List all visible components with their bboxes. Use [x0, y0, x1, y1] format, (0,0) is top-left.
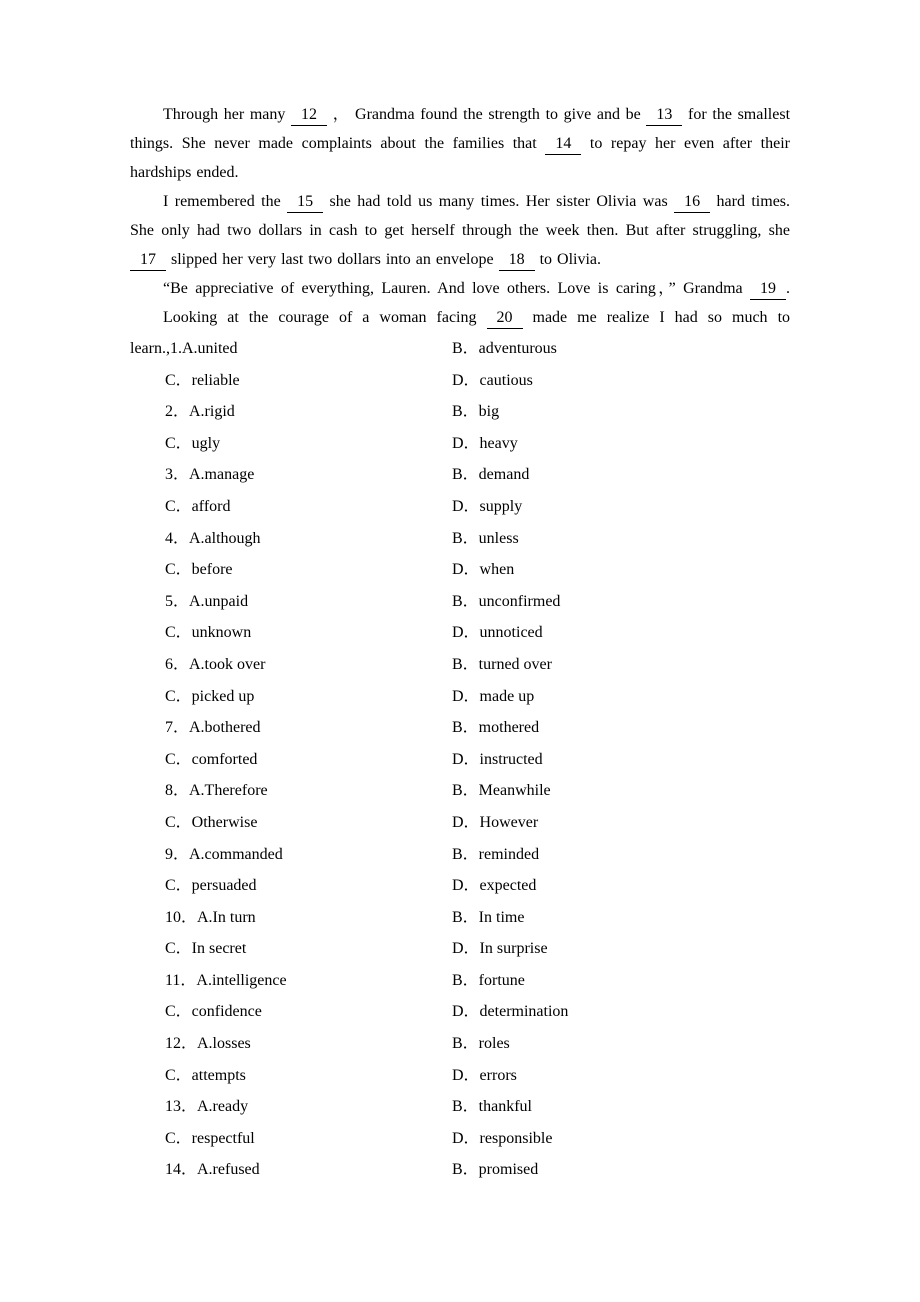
- option-right: D．instructed: [452, 750, 543, 768]
- option-row: [130, 902, 790, 934]
- option-right: D．In surprise: [452, 940, 548, 958]
- cloze-blank-18: 18: [499, 249, 535, 271]
- option-left: 7．A.bothered: [165, 719, 261, 737]
- cloze-blank-17: 17: [130, 249, 166, 271]
- option-left: C．afford: [165, 497, 231, 515]
- passage-paragraph: I remembered the 15 she had told us many times. Her sister Olivia was 16 hard times. She only had two dollars in cash to get herself through the week then. But after struggling, she 17 slipped her very last two dollars into an envelope 18 to Olivia.: [130, 187, 790, 274]
- option-left: C．respectful: [165, 1129, 255, 1147]
- option-right: B．mothered: [452, 719, 540, 737]
- option-right: D．cautious: [452, 371, 533, 389]
- option-left: 14．A.refused: [165, 1161, 260, 1179]
- passage-paragraph: “Be appreciative of everything, Lauren. And love others. Love is caring，” Grandma 19 .: [130, 274, 790, 303]
- option-row: [130, 586, 790, 618]
- option-left: 2．A.rigid: [165, 403, 235, 421]
- option-left: 13．A.ready: [165, 1098, 249, 1116]
- option-left: 10．A.In turn: [165, 908, 256, 926]
- option-left: 6．A.took over: [165, 655, 266, 673]
- option-right: D．supply: [452, 497, 523, 515]
- option-left: 3．A.manage: [165, 466, 255, 484]
- cloze-blank-13: 13: [646, 104, 682, 126]
- option-right: B．In time: [452, 908, 525, 926]
- option-left: 4．A.although: [165, 529, 261, 547]
- option-row: [130, 870, 790, 902]
- option-right: D．determination: [452, 1003, 569, 1021]
- option-right: B．thankful: [452, 1098, 532, 1116]
- option-right: B．turned over: [452, 655, 552, 673]
- option-right: D．expected: [452, 877, 537, 895]
- option-left: C．In secret: [165, 940, 247, 958]
- option-row: [130, 775, 790, 807]
- option-left: 11．A.intelligence: [165, 971, 287, 989]
- option-row: [130, 396, 790, 428]
- option-left: 8．A.Therefore: [165, 782, 268, 800]
- option-row: [130, 965, 790, 997]
- option-right: D．responsible: [452, 1129, 553, 1147]
- option-right: B．unless: [452, 529, 519, 547]
- option-row: [130, 1028, 790, 1060]
- option-row: [130, 681, 790, 713]
- option-row: [130, 333, 790, 365]
- cloze-blank-20: 20: [487, 307, 523, 329]
- cloze-blank-14: 14: [545, 133, 581, 155]
- option-row: [130, 744, 790, 776]
- cloze-blank-12: 12: [291, 104, 327, 126]
- option-row: [130, 1154, 790, 1186]
- option-row: [130, 459, 790, 491]
- option-right: B．adventurous: [452, 340, 557, 357]
- cloze-blank-15: 15: [287, 191, 323, 213]
- option-right: B．big: [452, 403, 500, 421]
- option-right: B．Meanwhile: [452, 782, 551, 800]
- cloze-blank-19: 19: [750, 278, 786, 300]
- option-left: 9．A.commanded: [165, 845, 283, 863]
- option-left: C．persuaded: [165, 877, 257, 895]
- option-right: B．demand: [452, 466, 530, 484]
- options-list: [130, 333, 790, 1186]
- option-right: D．when: [452, 561, 515, 579]
- option-row: [130, 523, 790, 555]
- cloze-blank-16: 16: [674, 191, 710, 213]
- option-row: [130, 617, 790, 649]
- passage: [130, 100, 790, 332]
- option-right: D．made up: [452, 687, 535, 705]
- option-left: learn.,1.A.united: [130, 340, 238, 357]
- option-row: [130, 491, 790, 523]
- option-left: C．before: [165, 561, 233, 579]
- option-right: D．errors: [452, 1066, 517, 1084]
- option-right: D．However: [452, 813, 539, 831]
- passage-paragraph: Through her many 12 ， Grandma found the strength to give and be 13 for the smallest things. She never made complaints about the families that 14 to repay her even after their hardships ended.: [130, 106, 791, 181]
- option-right: D．heavy: [452, 434, 518, 452]
- option-row: [130, 365, 790, 397]
- option-left: C．confidence: [165, 1003, 262, 1021]
- option-row: [130, 1091, 790, 1123]
- option-left: C．picked up: [165, 687, 255, 705]
- option-left: 12．A.losses: [165, 1035, 251, 1053]
- option-left: C．Otherwise: [165, 813, 258, 831]
- option-left: 5．A.unpaid: [165, 592, 249, 610]
- option-row: [130, 428, 790, 460]
- option-right: B．promised: [452, 1161, 539, 1179]
- option-row: [130, 712, 790, 744]
- option-left: C．ugly: [165, 434, 221, 452]
- option-right: B．unconfirmed: [452, 592, 561, 610]
- option-row: [130, 933, 790, 965]
- option-left: C．attempts: [165, 1066, 246, 1084]
- option-right: B．fortune: [452, 971, 525, 989]
- option-row: [130, 807, 790, 839]
- option-row: [130, 649, 790, 681]
- option-right: B．roles: [452, 1035, 510, 1053]
- option-row: [130, 996, 790, 1028]
- option-row: [130, 554, 790, 586]
- option-row: [130, 1060, 790, 1092]
- passage-paragraph: Looking at the courage of a woman facing 20 made me realize I had so much to: [130, 303, 790, 332]
- option-left: C．comforted: [165, 750, 258, 768]
- option-left: C．unknown: [165, 624, 252, 642]
- option-right: B．reminded: [452, 845, 540, 863]
- option-left: C．reliable: [165, 371, 240, 389]
- option-row: [130, 839, 790, 871]
- option-right: D．unnoticed: [452, 624, 543, 642]
- option-row: [130, 1123, 790, 1155]
